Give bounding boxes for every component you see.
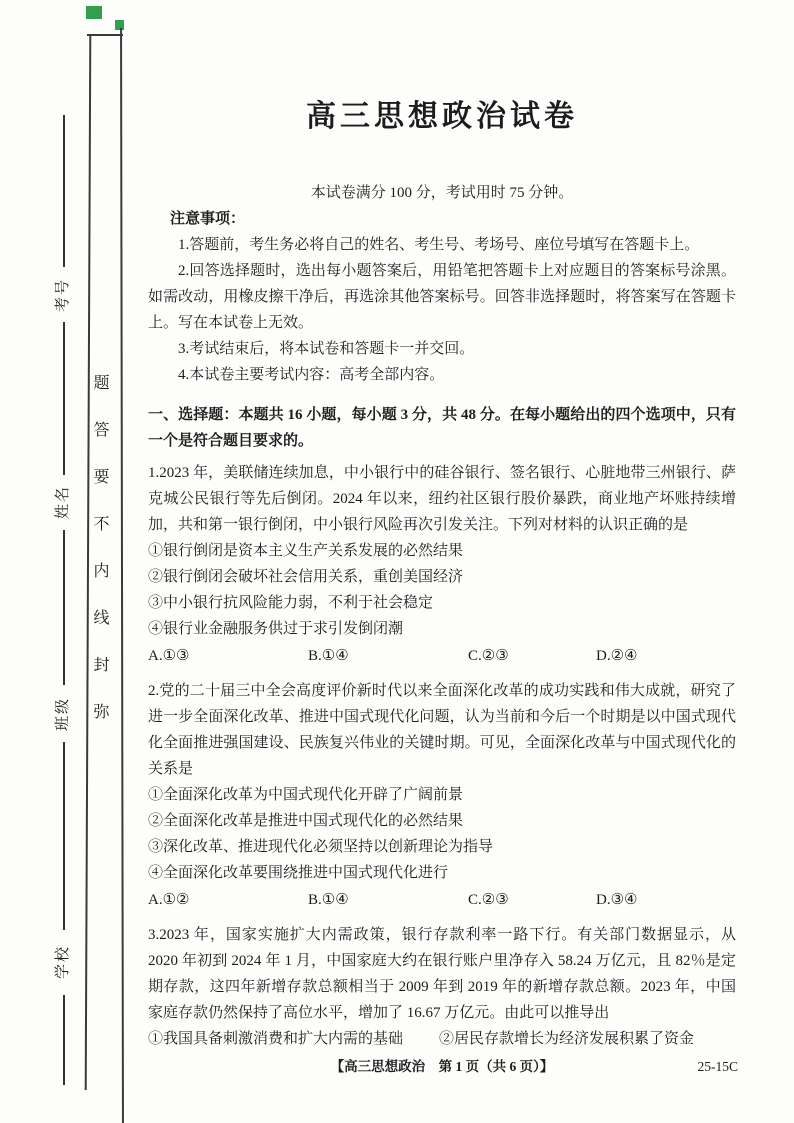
student-name-label: 姓名 <box>55 485 71 520</box>
section-header-multiple-choice: 一、选择题：本题共 16 小题，每小题 3 分，共 48 分。在每小题给出的四个选项中，只有一个是符合题目要求的。 <box>148 407 736 449</box>
scan-artifact-green-mark <box>86 6 102 19</box>
exam-duration-line: 本试卷满分 100 分，考试用时 75 分钟。 <box>310 185 574 201</box>
question-1 <box>148 460 736 669</box>
choice-d: D.③④ <box>596 892 638 908</box>
choice-d: D.②④ <box>596 648 638 664</box>
choice-a: A.①② <box>148 892 190 908</box>
seal-char: 要 <box>93 469 110 486</box>
write-in-blank-line <box>63 530 65 685</box>
choice-b: B.①④ <box>308 892 349 908</box>
question-2 <box>148 678 736 913</box>
seal-char: 题 <box>93 375 110 392</box>
question-statement: ②居民存款增长为经济发展积累了资金 <box>439 1031 695 1047</box>
seal-line-top-connector <box>87 34 123 36</box>
write-in-blank-line <box>63 742 65 930</box>
page-footer <box>148 1056 736 1078</box>
choice-a: A.①③ <box>148 648 190 664</box>
seal-char: 弥 <box>93 704 110 721</box>
footer-paper-code: 25-15C <box>697 1059 738 1074</box>
question-stem: 1.2023 年，美联储连续加息，中小银行中的硅谷银行、签名银行、心脏地带三州银行、萨克城公民银行等先后倒闭。2024 年以来，纽约社区银行股价暴跌，商业地产坏账持续增加，共和第一银行倒闭，中小银行风险再次引发关注。下列对材料的认识正确的是 <box>148 465 736 533</box>
exam-number-label: 考号 <box>55 278 71 313</box>
question-stem: 2.党的二十届三中全会高度评价新时代以来全面深化改革的成功实践和伟大成就，研究了进一步全面深化改革、推进中国式现代化问题，认为当前和今后一个时期是以中国式现代化全面推进强国建设、民族复兴伟业的关键时期。可见，全面深化改革与中国式现代化的关系是 <box>148 683 736 777</box>
question-statement: ②全面深化改革是推进中国式现代化的必然结果 <box>148 813 464 829</box>
answer-choices-row <box>148 643 736 669</box>
question-statement: ②银行倒闭会破坏社会信用关系，重创美国经济 <box>148 569 464 585</box>
question-statement: ①银行倒闭是资本主义生产关系发展的必然结果 <box>148 543 464 559</box>
answer-choices-row <box>148 887 736 913</box>
choice-c: C.②③ <box>468 648 509 664</box>
seal-char: 答 <box>93 422 110 439</box>
note-item: 4.本试卷主要考试内容：高考全部内容。 <box>178 367 445 383</box>
school-label: 学校 <box>55 945 71 980</box>
note-item: 3.考试结束后，将本试卷和答题卡一并交回。 <box>178 341 475 357</box>
question-statement-row <box>148 1026 736 1052</box>
seal-instruction-text <box>93 376 110 721</box>
note-item: 2.回答选择题时，选出每小题答案后，用铅笔把答题卡上对应题目的答案标号涂黑。如需改动，用橡皮擦干净后，再选涂其他答案标号。回答非选择题时，将答案写在答题卡上。写在本试卷上无效。 <box>148 263 736 331</box>
class-label: 班级 <box>55 697 71 732</box>
write-in-blank-line <box>63 322 65 475</box>
page-title: 高三思想政治试卷 <box>306 100 578 133</box>
question-statement: ③中小银行抗风险能力弱，不利于社会稳定 <box>148 595 434 611</box>
seal-char: 内 <box>93 563 110 580</box>
choice-c: C.②③ <box>468 892 509 908</box>
seal-line-right <box>120 28 124 1123</box>
question-statement: ①我国具备刺激消费和扩大内需的基础 <box>148 1031 404 1047</box>
seal-char: 封 <box>93 657 110 674</box>
choice-b: B.①④ <box>308 648 349 664</box>
exam-content <box>148 98 736 1052</box>
seal-line-left <box>85 36 92 1090</box>
note-item: 1.答题前，考生务必将自己的姓名、考生号、考场号、座位号填写在答题卡上。 <box>178 237 700 253</box>
write-in-blank-line <box>63 115 65 267</box>
footer-page-indicator: 【高三思想政治 第 1 页（共 6 页）】 <box>330 1059 554 1074</box>
question-3 <box>148 922 736 1052</box>
question-statement: ④全面深化改革要围绕推进中国式现代化进行 <box>148 865 449 881</box>
notes-header: 注意事项： <box>170 211 246 227</box>
question-statement: ④银行业金融服务供过于求引发倒闭潮 <box>148 621 404 637</box>
question-stem: 3.2023 年，国家实施扩大内需政策，银行存款利率一路下行。有关部门数据显示，从 2020 年初到 2024 年 1 月，中国家庭大约在银行账户里净存入 58.24 万亿元，且 82％是定期存款，这四年新增存款总额相当于 2009 年到 2019 年的新增存款总额。2023 年，中国家庭存款仍然保持了高位水平，增加了 16.67 万亿元。由此可以推导出 <box>148 927 736 1021</box>
seal-char: 线 <box>93 610 110 627</box>
seal-char: 不 <box>93 516 110 533</box>
write-in-blank-line <box>63 995 65 1085</box>
question-statement: ③深化改革、推进现代化必须坚持以创新理论为指导 <box>148 839 494 855</box>
question-statement: ①全面深化改革为中国式现代化开辟了广阔前景 <box>148 787 464 803</box>
